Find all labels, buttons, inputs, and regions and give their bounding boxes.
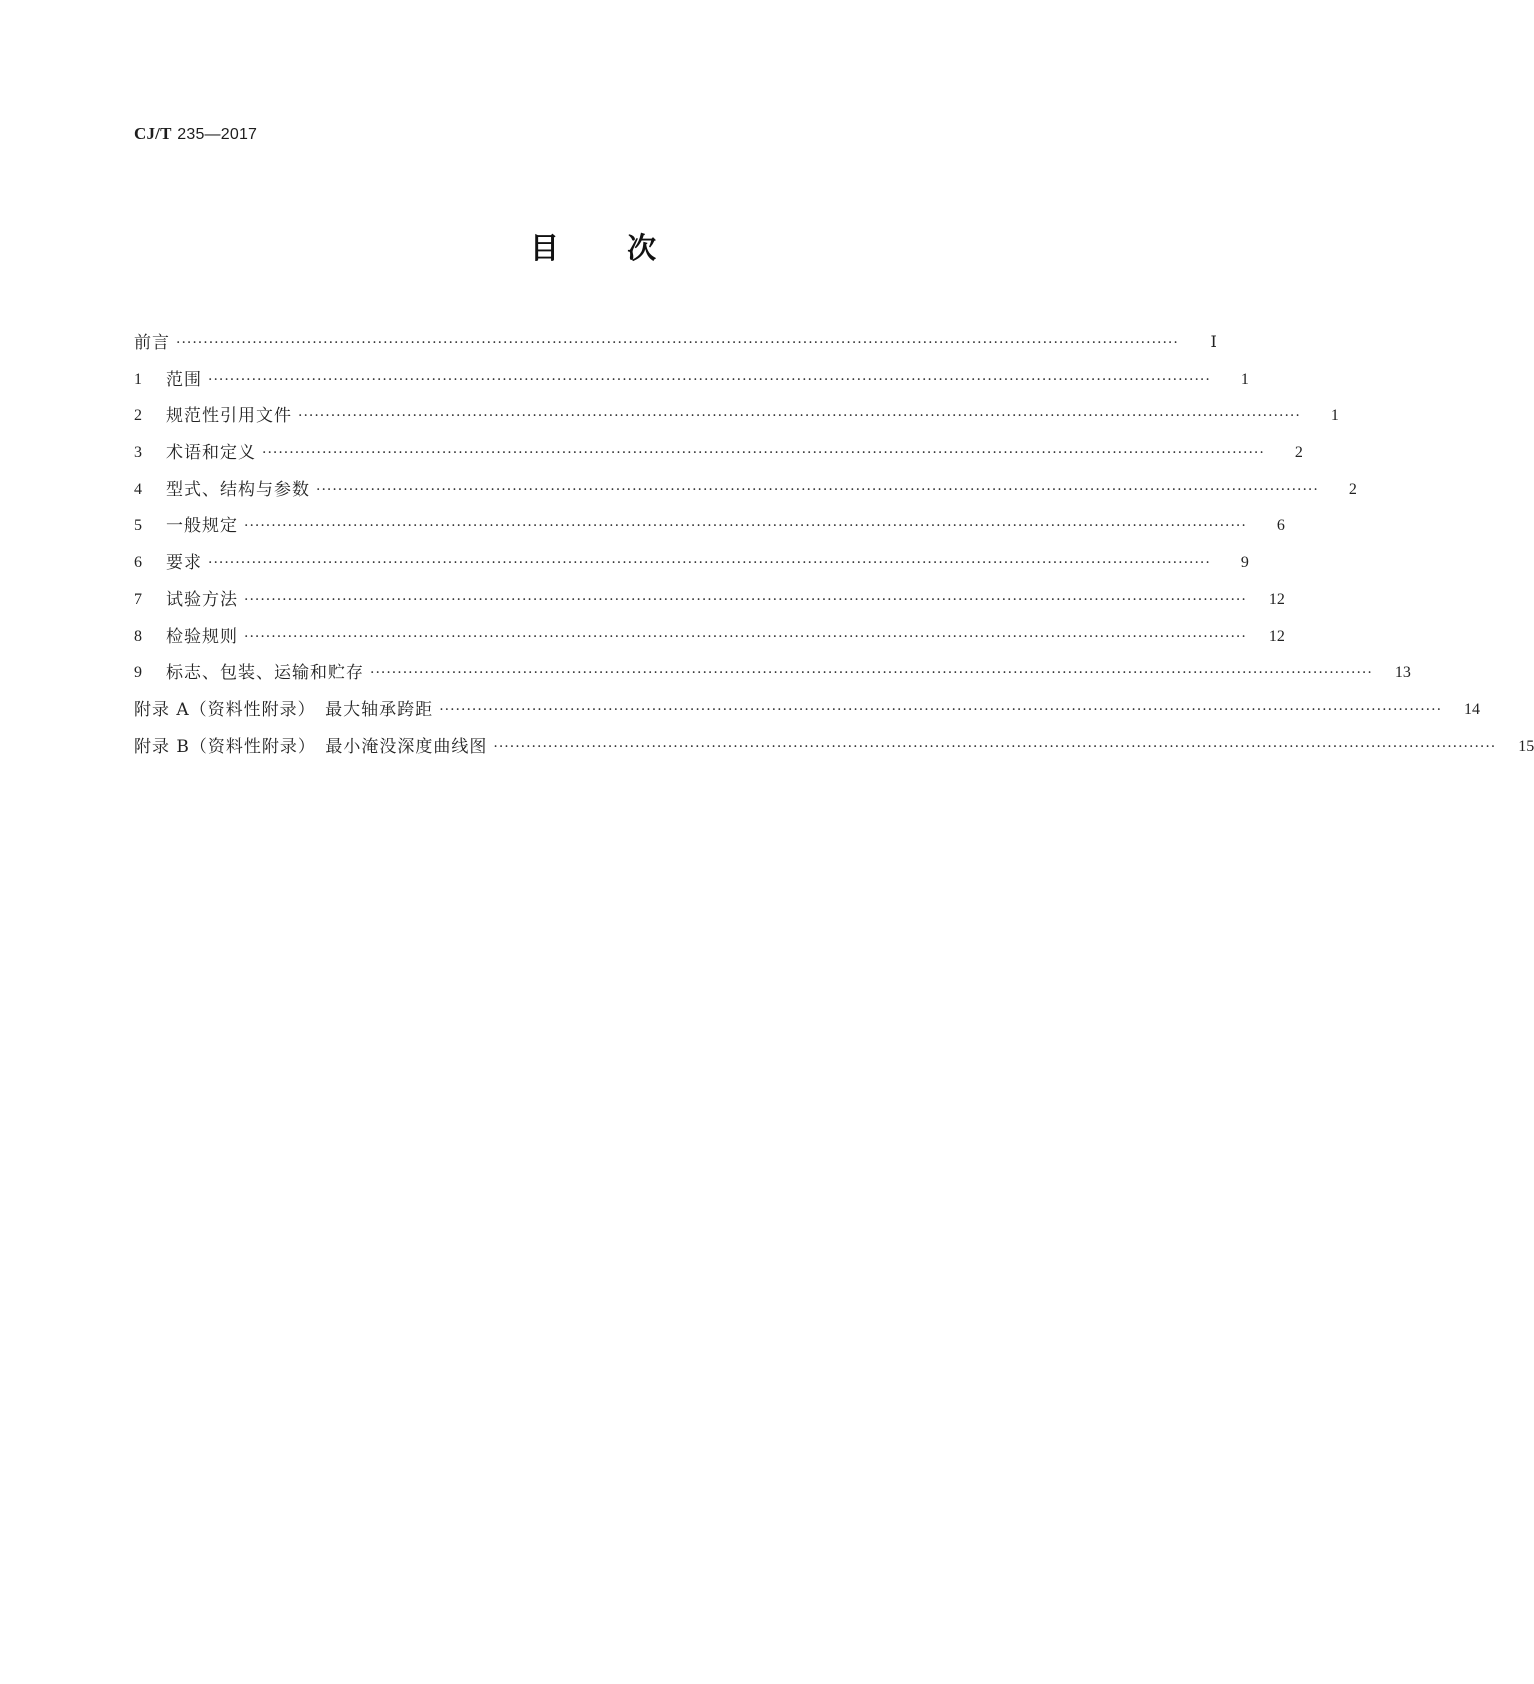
toc-entry-title: 试验方法 xyxy=(166,589,238,610)
toc-entry-page: 1 xyxy=(1330,407,1339,425)
toc-entry-number: 5 xyxy=(134,517,142,535)
toc-entry-number: 7 xyxy=(134,590,142,608)
toc-entry-foreword[interactable] xyxy=(134,325,1217,362)
toc-title xyxy=(530,226,656,267)
toc-entry-page: 6 xyxy=(1276,517,1285,535)
dot-leader: ························································································································································································ xyxy=(439,701,1443,718)
toc-entry-page: Ⅰ xyxy=(1210,334,1217,351)
toc-entry-title: 检验规则 xyxy=(166,626,238,647)
dot-leader: ························································································································································································ xyxy=(208,371,1211,388)
toc-entry-title: 规范性引用文件 xyxy=(166,406,292,427)
toc-title-second-char: 次 xyxy=(627,231,657,265)
toc-entry-number: 4 xyxy=(134,480,142,498)
toc-entry-page: 13 xyxy=(1394,664,1411,682)
dot-leader: ························································································································································································ xyxy=(370,665,1373,682)
toc-entry-number: 3 xyxy=(134,444,142,462)
dot-leader: ························································································································································································ xyxy=(244,591,1247,608)
dot-leader: ························································································································································································ xyxy=(493,738,1497,755)
toc-entry-title: 范围 xyxy=(166,369,202,390)
toc-entry-marking-packaging-transport-storage[interactable] xyxy=(134,655,1411,692)
toc-entry-title: 一般规定 xyxy=(166,516,238,537)
toc-entry-page: 14 xyxy=(1464,700,1481,718)
toc-entry-page: 2 xyxy=(1294,444,1303,462)
standard-code xyxy=(134,124,257,144)
toc-entry-types-structure-parameters[interactable] xyxy=(134,472,1357,509)
toc-entry-number: 9 xyxy=(134,664,142,682)
toc-entry-title: 要求 xyxy=(166,553,202,574)
standard-prefix: CJ/T xyxy=(134,124,172,143)
toc-entry-title: 术语和定义 xyxy=(166,443,256,464)
toc-entry-test-methods[interactable] xyxy=(134,582,1285,619)
toc-entry-page: 15 xyxy=(1518,737,1534,755)
toc-entry-page: 12 xyxy=(1268,627,1285,645)
dot-leader: ························································································································································································ xyxy=(316,481,1319,498)
toc-entry-terms-definitions[interactable] xyxy=(134,435,1303,472)
dot-leader: ························································································································································································ xyxy=(244,518,1247,535)
toc-entry-number: 8 xyxy=(134,627,142,645)
toc-entry-number: 6 xyxy=(134,554,142,572)
toc-entry-page: 2 xyxy=(1348,480,1357,498)
toc-entry-title: 附录 B（资料性附录） 最小淹没深度曲线图 xyxy=(134,736,488,757)
dot-leader: ························································································································································································ xyxy=(176,335,1179,351)
dot-leader: ························································································································································································ xyxy=(244,628,1247,645)
toc-entry-title: 前言 xyxy=(134,333,170,353)
toc-entry-title: 型式、结构与参数 xyxy=(166,479,310,500)
standard-number: 235—2017 xyxy=(177,126,258,143)
toc-entry-title: 标志、包装、运输和贮存 xyxy=(166,663,364,684)
toc-entry-normative-references[interactable] xyxy=(134,398,1339,435)
toc-entry-number: 2 xyxy=(134,407,142,425)
toc-entry-requirements[interactable] xyxy=(134,545,1249,582)
toc-entry-general-provisions[interactable] xyxy=(134,508,1285,545)
toc-entry-page: 1 xyxy=(1240,370,1249,388)
dot-leader: ························································································································································································ xyxy=(262,445,1265,462)
toc-entry-inspection-rules[interactable] xyxy=(134,619,1285,656)
toc-title-first-char: 目 xyxy=(530,231,560,265)
toc-entry-page: 12 xyxy=(1268,590,1285,608)
dot-leader: ························································································································································································ xyxy=(208,555,1211,572)
toc-entry-title: 附录 A（资料性附录） 最大轴承跨距 xyxy=(134,699,434,720)
toc-entry-annex-b[interactable] xyxy=(134,729,1534,766)
toc-entry-page: 9 xyxy=(1240,554,1249,572)
table-of-contents xyxy=(134,325,1534,765)
dot-leader: ························································································································································································ xyxy=(298,408,1301,425)
toc-entry-annex-a[interactable] xyxy=(134,692,1481,729)
toc-entry-scope[interactable] xyxy=(134,362,1249,399)
toc-entry-number: 1 xyxy=(134,370,142,388)
